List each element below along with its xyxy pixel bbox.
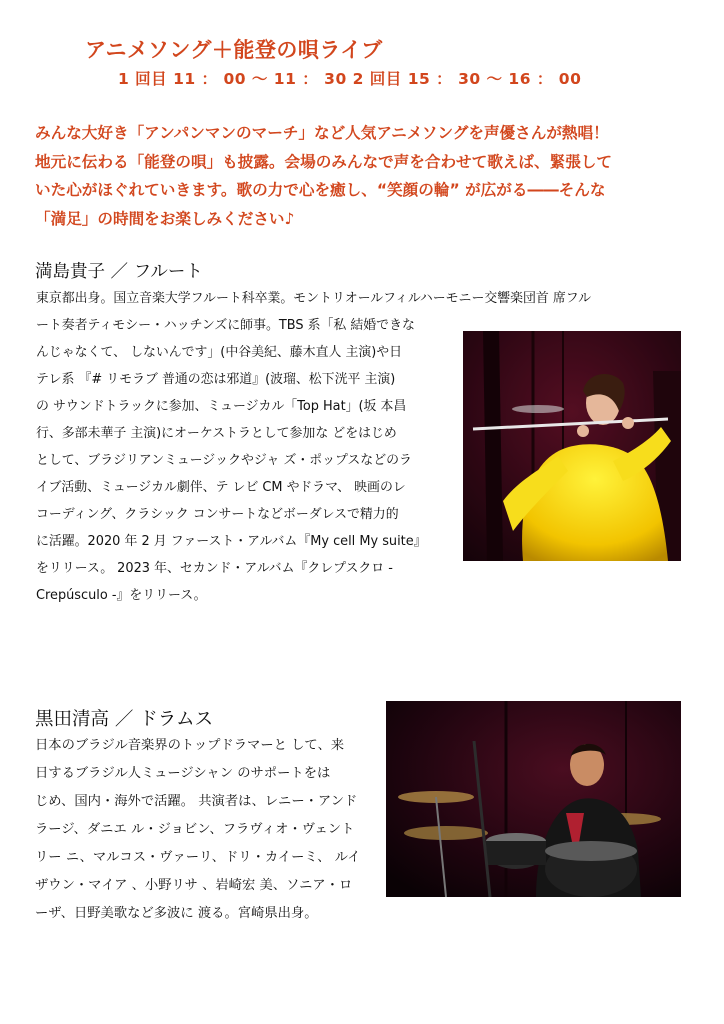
bio-line: コーディング、クラシック コンサートなどボーダレスで精力的 bbox=[36, 507, 399, 522]
bio-line: じめ、国内・海外で活躍。 共演者は、レニー・アンド bbox=[35, 794, 358, 809]
drummer-photo bbox=[386, 701, 681, 897]
bio-line: 行、多部未華子 主演)にオーケストラとして参加な どをはじめ bbox=[36, 426, 397, 441]
bio-line: リー ニ、マルコス・ヴァーリ、ドリ・カイーミ、 ルイ bbox=[35, 850, 361, 865]
bio-line: Crepúsculo -』をリリース。 bbox=[36, 588, 207, 603]
intro-line: みんな大好き「アンパンマンのマーチ」など人気アニメソングを声優さんが熱唱！ bbox=[35, 124, 609, 142]
bio-line: ラージ、ダニエ ル・ジョビン、フラヴィオ・ヴェント bbox=[35, 822, 355, 837]
event-times: 1 回目 11 ： 00 ～ 11 ： 30 2 回目 15 ： 30 ～ 16 ： 00 bbox=[118, 70, 582, 88]
bio-line: をリリース。 2023 年、セカンド・アルバム『クレプスクロ - bbox=[36, 561, 393, 576]
bio-line: として、ブラジリアンミュージックやジャ ズ・ポップスなどのラ bbox=[36, 453, 412, 468]
bio-line: イブ活動、ミュージカル劇伴、テ レビ CM やドラマ、 映画のレ bbox=[36, 480, 406, 495]
bio-line: ート奏者ティモシー・ハッチンズに師事。TBS 系「私 結婚できな bbox=[36, 318, 415, 333]
performer-name-flute: 満島貴子 ／ フルート bbox=[35, 262, 203, 282]
performer-name-drums: 黒田清高 ／ ドラムス bbox=[35, 709, 214, 730]
intro-line: 地元に伝わる「能登の唄」も披露。会場のみんなで声を合わせて歌えば、緊張して bbox=[35, 152, 612, 171]
intro-line: 「満足」の時間をお楽しみください♪ bbox=[35, 209, 295, 228]
intro-paragraph bbox=[35, 119, 685, 233]
bio-line: に活躍。2020 年 2 月 ファースト・アルバム『My cell My suite』 bbox=[36, 534, 427, 549]
bio-line: 日するブラジル人ミュージシャン のサポートをは bbox=[35, 766, 331, 781]
event-title: アニメソング＋能登の唄ライブ bbox=[85, 38, 383, 62]
intro-line: いた心がほぐれていきます。歌の力で心を癒し、“笑顔の輪” が広がる――そんな bbox=[35, 181, 606, 200]
bio-line: 日本のブラジル音楽界のトップドラマーと して、来 bbox=[35, 738, 345, 753]
bio-line: テレ系 『# リモラブ 普通の恋は邪道』(波瑠、松下洸平 主演) bbox=[36, 372, 396, 387]
bio-line: ーザ、日野美歌など多波に 渡る。宮崎県出身。 bbox=[35, 906, 318, 921]
bio-line: 東京都出身。国立音楽大学フルート科卒業。モントリオールフィルハーモニー交響楽団首 席フル bbox=[36, 291, 592, 306]
flutist-photo bbox=[463, 331, 681, 561]
bio-line: の サウンドトラックに参加、ミュージカル「Top Hat」(坂 本昌 bbox=[36, 399, 407, 414]
performer-bio-drums bbox=[35, 732, 361, 928]
bio-line: ザウン・マイア 、小野リサ 、岩崎宏 美、ソニア・ロ bbox=[35, 878, 353, 893]
bio-line: んじゃなくて、 しないんです」(中谷美紀、藤木直人 主演)や日 bbox=[36, 345, 403, 360]
